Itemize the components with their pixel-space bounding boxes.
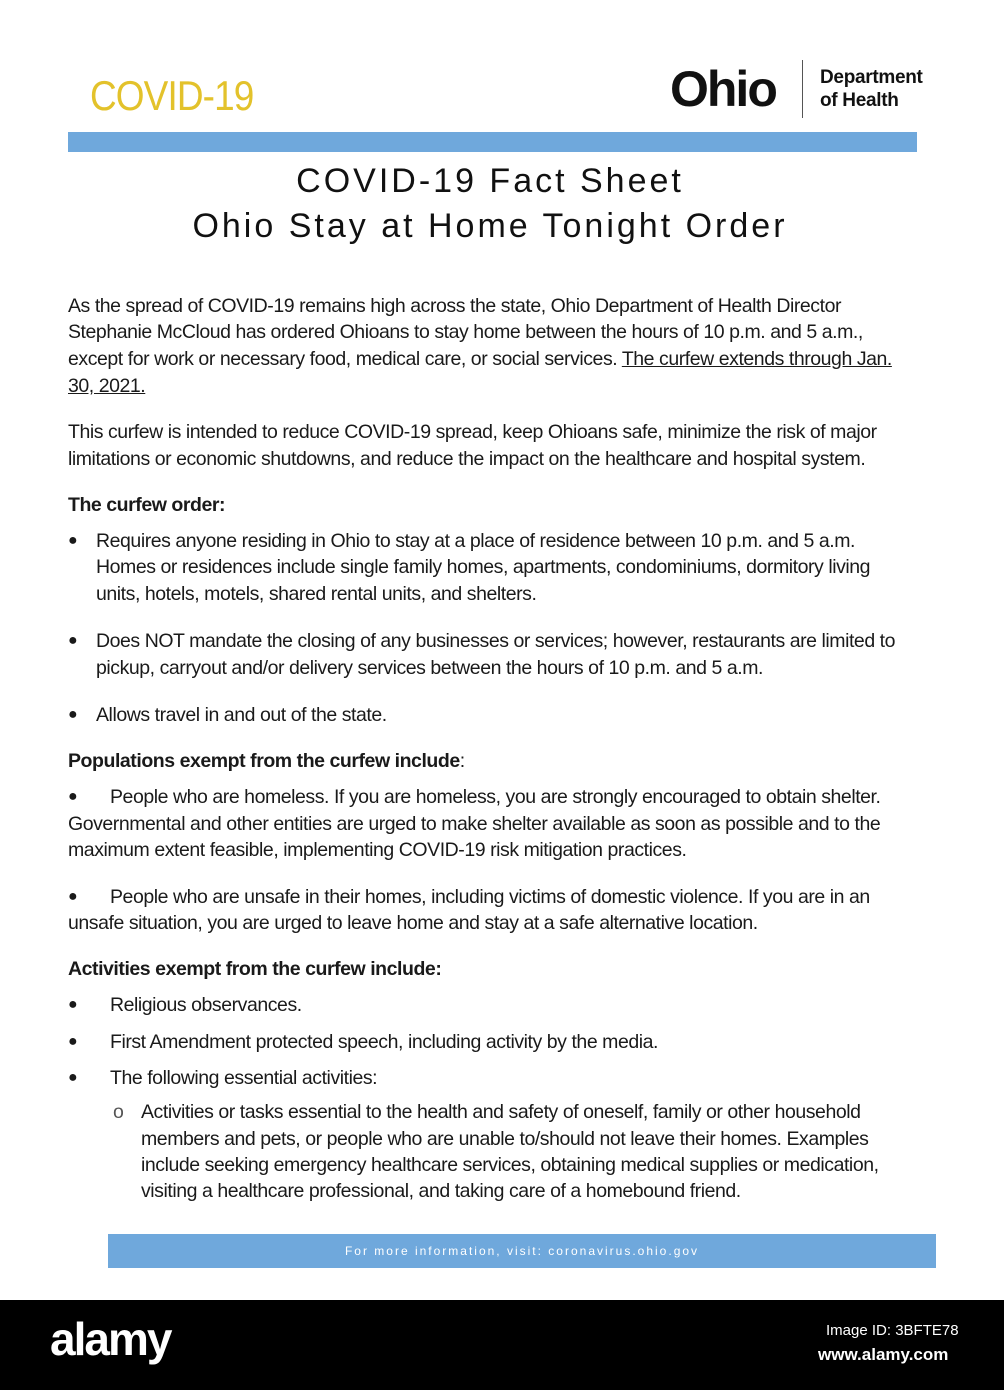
list-item: People who are unsafe in their homes, including victims of domestic violence. If you are in an: [110, 886, 870, 908]
dept-line1: Department: [820, 67, 923, 88]
intro-text: except for work or necessary food, medical care, or social services.: [68, 348, 622, 370]
intro-line: Stephanie McCloud has ordered Ohioans to stay home between the hours of 10 p.m. and 5 a.m.,: [68, 321, 863, 343]
curfew-end-date: 30, 2021.: [68, 375, 146, 397]
heading-colon: :: [459, 750, 465, 772]
list-item: Governmental and other entities are urged to make shelter available as soon as possible and to the: [68, 813, 881, 835]
curfew-end-date: The curfew extends through Jan.: [621, 348, 892, 370]
populations-exempt-heading: [68, 748, 465, 774]
covid-19-logo: COVID-19: [90, 72, 254, 119]
bullet-icon: ●: [68, 706, 78, 723]
bullet-icon: ●: [68, 996, 78, 1013]
list-item: maximum extent feasible, implementing COVID-19 risk mitigation practices.: [68, 839, 687, 861]
list-item: People who are homeless. If you are homeless, you are strongly encouraged to obtain shelter.: [110, 786, 881, 808]
sub-list-item: Activities or tasks essential to the health and safety of oneself, family or other household: [141, 1101, 861, 1123]
bullet-icon: ●: [68, 632, 78, 649]
sub-list-item: members and pets, or people who are unable to/should not leave their homes. Examples: [141, 1128, 869, 1150]
heading-text: Populations exempt from the curfew include: [68, 750, 460, 772]
bullet-icon: ●: [68, 532, 78, 549]
intro-line: [68, 346, 892, 372]
list-item: Does NOT mandate the closing of any businesses or services; however, restaurants are limited to: [96, 630, 896, 652]
list-item: unsafe situation, you are urged to leave home and stay at a safe alternative location.: [68, 912, 758, 934]
page-subtitle: Ohio Stay at Home Tonight Order: [192, 207, 788, 245]
list-item: Allows travel in and out of the state.: [96, 704, 387, 726]
dept-line2: of Health: [820, 90, 899, 111]
intro-line: This curfew is intended to reduce COVID-19 spread, keep Ohioans safe, minimize the risk of major: [68, 421, 877, 443]
header-bar: [68, 132, 917, 152]
sub-list-item: include seeking emergency healthcare services, obtaining medical supplies or medication,: [141, 1154, 879, 1176]
sub-bullet-icon: o: [113, 1101, 124, 1123]
activities-exempt-heading: Activities exempt from the curfew include:: [68, 958, 442, 980]
bullet-icon: ●: [68, 1033, 78, 1050]
list-item: units, hotels, motels, shared rental units, and shelters.: [96, 583, 537, 605]
list-item: Homes or residences include single family homes, apartments, condominiums, dormitory living: [96, 556, 871, 578]
list-item: First Amendment protected speech, including activity by the media.: [110, 1031, 659, 1053]
logo-divider: [802, 60, 803, 118]
watermark-url: www.alamy.com: [818, 1345, 949, 1364]
image-id: Image ID: 3BFTE78: [826, 1322, 959, 1339]
list-item: The following essential activities:: [110, 1067, 378, 1089]
bullet-icon: ●: [68, 1069, 78, 1086]
intro-line: As the spread of COVID-19 remains high across the state, Ohio Department of Health Director: [68, 295, 842, 317]
list-item: Religious observances.: [110, 994, 302, 1016]
department-of-health-logo: [820, 66, 923, 112]
page-title: COVID-19 Fact Sheet: [296, 162, 684, 200]
footer-text: For more information, visit: coronavirus.ohio.gov: [344, 1244, 700, 1258]
footer-bar: [108, 1234, 936, 1268]
list-item: pickup, carryout and/or delivery services between the hours of 10 p.m. and 5 a.m.: [96, 657, 763, 679]
intro-line: limitations or economic shutdowns, and reduce the impact on the healthcare and hospital system.: [68, 448, 866, 470]
ohio-logo: Ohio: [670, 61, 776, 117]
bullet-icon: ●: [68, 788, 78, 805]
bullet-icon: ●: [68, 888, 78, 905]
curfew-order-heading: The curfew order:: [68, 494, 226, 516]
list-item: Requires anyone residing in Ohio to stay at a place of residence between 10 p.m. and 5 a.m.: [96, 530, 856, 552]
sub-list-item: visiting a healthcare professional, and taking care of a homebound friend.: [141, 1180, 741, 1202]
alamy-logo: alamy: [50, 1313, 171, 1365]
